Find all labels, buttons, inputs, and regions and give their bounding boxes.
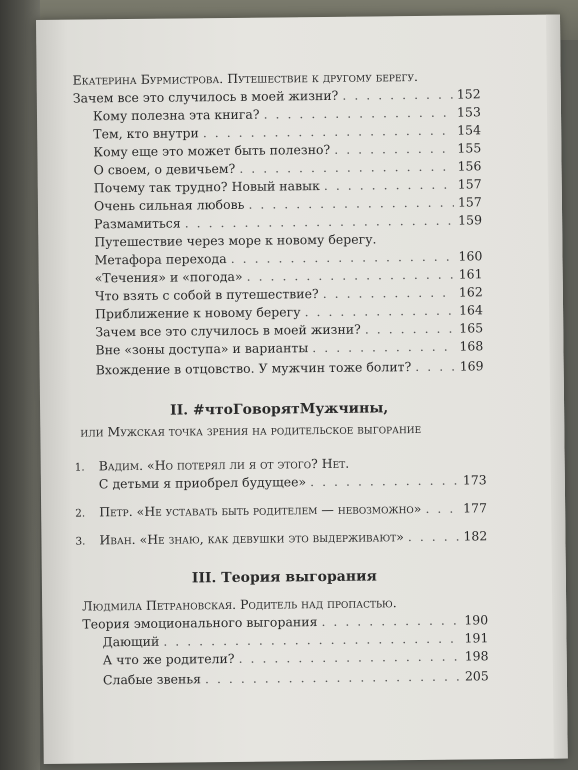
toc-entry: А что же родители? . . . 198 — [103, 647, 487, 669]
toc-entry: Что взять с собой в путешествие? . . . 162 — [95, 283, 481, 305]
book-page — [36, 15, 568, 764]
toc-entry: Приближение к новому берегу . . . 164 — [95, 301, 481, 323]
toc-entry: Петр. «Не уставать быть родителем — невозможно» . . . 177 — [99, 499, 485, 521]
toc-entry: Размамиться . . . 159 — [94, 211, 480, 233]
section2-heading: II. #чтоГоворятМужчины, — [170, 400, 389, 419]
toc-entry: Почему так трудно? Новый навык . . . 157 — [94, 175, 480, 197]
toc-entry: Вхождение в отцовство. У мужчин тоже болит? . . . 169 — [96, 357, 482, 379]
list-number: 3. — [75, 535, 86, 548]
list-number: 1. — [74, 461, 85, 474]
toc-entry: С детьми я приобрел будущее» . . . 173 — [99, 471, 485, 493]
list-number: 2. — [75, 507, 86, 520]
toc-entry: «Течения» и «погода» . . . 161 — [95, 265, 481, 287]
toc-entry-continued: Путешествие через море к новому берегу. — [94, 231, 377, 250]
toc-entry: Зачем все это случилось в моей жизни? . . . 165 — [95, 319, 481, 341]
section3-heading: III. Теория выгорания — [191, 568, 377, 587]
toc-entry: О своем, о девичьем? . . . 156 — [93, 157, 479, 179]
toc-entry: Тем, кто внутри . . . 154 — [93, 121, 479, 143]
toc-entry: Теория эмоционального выгорания . . . 190 — [82, 611, 486, 633]
toc-entry: Иван. «Не знаю, как девушки это выдерживают» . . . 182 — [99, 527, 485, 549]
section2-subheading: или Мужская точка зрения на родительское выгорание — [80, 420, 422, 440]
toc-entry: Кому полезна эта книга? . . . 153 — [93, 103, 479, 125]
toc-entry: Зачем все это случилось в моей жизни? . . . 152 — [73, 85, 479, 107]
toc-entry: Слабые звенья . . . 205 — [103, 667, 487, 689]
toc-entry: Очень сильная любовь . . . 157 — [94, 193, 480, 215]
table-of-contents — [36, 15, 568, 764]
toc-entry-line1: Вадим. «Но потерял ли я от этого? Нет. — [98, 455, 350, 474]
section1-author-line: Екатерина Бурмистрова. Путешествие к другому берегу. — [72, 69, 419, 88]
book-spine — [0, 0, 40, 770]
toc-entry: Кому еще это может быть полезно? . . . 155 — [93, 139, 479, 161]
toc-entry: Вне «зоны доступа» и варианты . . . 168 — [95, 337, 481, 359]
toc-entry: Метафора перехода . . . 160 — [94, 247, 480, 269]
section3-author-line: Людмила Петрановская. Родитель над пропастью. — [82, 595, 397, 614]
toc-entry: Дающий . . . 191 — [102, 629, 486, 651]
